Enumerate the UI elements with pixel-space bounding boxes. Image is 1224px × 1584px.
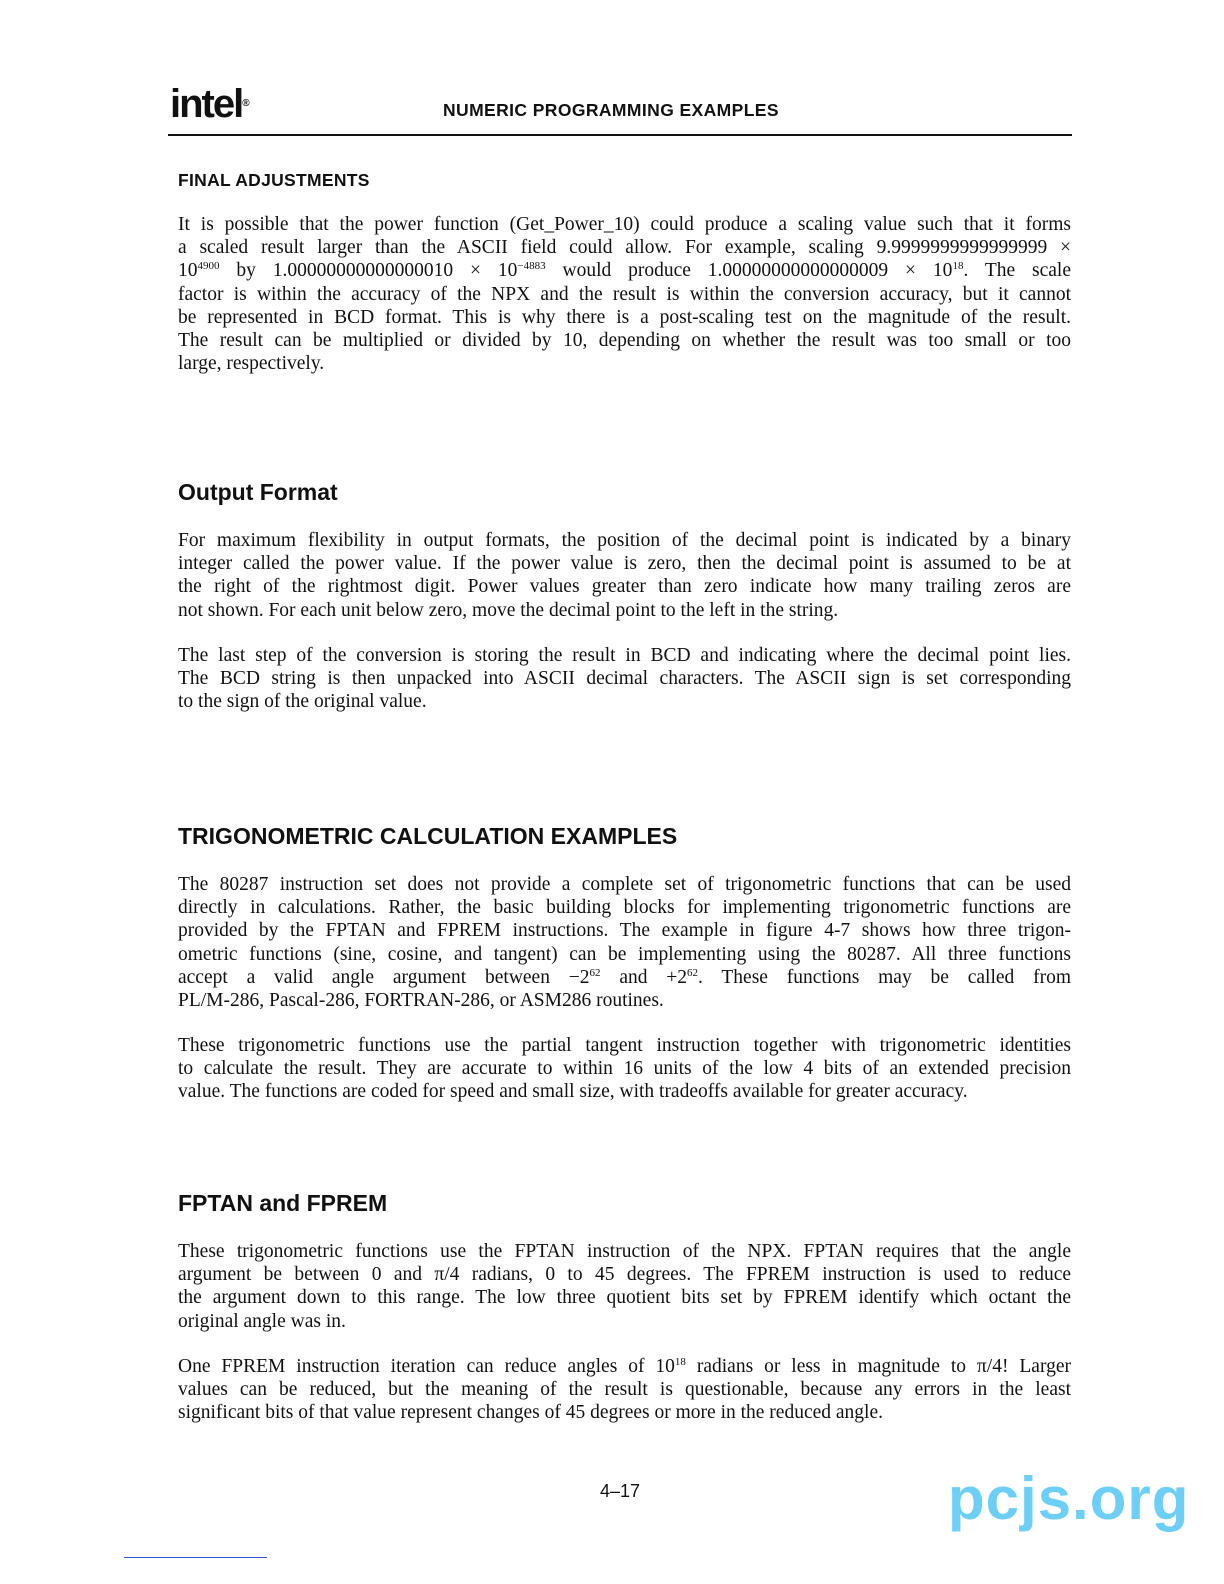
text-line: original angle was in. <box>178 1310 346 1332</box>
text-line: ometric functions (sine, cosine, and tangent) can be implementing using the 80287. All three functions <box>178 943 1071 965</box>
heading-trig-examples: TRIGONOMETRIC CALCULATION EXAMPLES <box>178 823 678 849</box>
pcjs-watermark: pcjs.org <box>948 1465 1190 1532</box>
text-line: values can be reduced, but the meaning of the result is questionable, because any errors in the least <box>178 1379 1071 1401</box>
text-line: argument be between 0 and π/4 radians, 0 to 45 degrees. The FPREM instruction is used to reduce <box>178 1264 1071 1286</box>
footer-rule <box>124 1557 267 1558</box>
text-line: to the sign of the original value. <box>178 691 427 713</box>
exponent: 18 <box>674 1356 686 1368</box>
paragraph-output-format-1 <box>178 529 1071 622</box>
heading-final-adjustments: FINAL ADJUSTMENTS <box>178 170 370 190</box>
text-line: large, respectively. <box>178 353 325 375</box>
heading-fptan-fprem: FPTAN and FPREM <box>178 1190 388 1216</box>
text-line: a scaled result larger than the ASCII field could allow. For example, scaling 9.9999999999999999 × <box>178 237 1071 259</box>
text-line: The last step of the conversion is storing the result in BCD and indicating where the decimal point lies. <box>178 645 1071 666</box>
text-line: factor is within the accuracy of the NPX and the result is within the conversion accuracy, but it cannot <box>178 283 1071 305</box>
page-number: 4–17 <box>600 1481 641 1501</box>
text-line: provided by the FPTAN and FPREM instructions. The example in figure 4-7 shows how three trigon- <box>178 920 1071 942</box>
text-line: PL/M-286, Pascal-286, FORTRAN-286, or ASM286 routines. <box>178 990 664 1012</box>
paragraph-fptan-2 <box>178 1355 1071 1425</box>
paragraph-fptan-1 <box>178 1240 1071 1333</box>
text-line: These trigonometric functions use the partial tangent instruction together with trigonometric identities <box>178 1035 1071 1056</box>
paragraph-trig-2 <box>178 1034 1071 1104</box>
intel-logo <box>170 84 250 124</box>
text-line: One FPREM instruction iteration can reduce angles of $10^{18}$ radians or less in magnitude to π/4! Larger <box>178 1356 1071 1377</box>
exponent: 62 <box>589 966 601 979</box>
text-line: significant bits of that value represent changes of 45 degrees or more in the reduced angle. <box>178 1402 883 1424</box>
text-line: directly in calculations. Rather, the basic building blocks for implementing trigonometric functions are <box>178 897 1071 919</box>
text-line: These trigonometric functions use the FPTAN instruction of the NPX. FPTAN requires that the angle <box>178 1241 1071 1262</box>
text-line: integer called the power value. If the power value is zero, then the decimal point is assumed to be at <box>178 553 1071 575</box>
text-line: not shown. For each unit below zero, move the decimal point to the left in the string. <box>178 599 839 621</box>
text-line: The result can be multiplied or divided by 10, depending on whether the result was too small or too <box>178 330 1071 352</box>
heading-output-format: Output Format <box>178 479 338 505</box>
text-line: the right of the rightmost digit. Power values greater than zero indicate how many trailing zeros are <box>178 576 1071 598</box>
text-line: It is possible that the power function (Get_Power_10) could produce a scaling value such that it forms <box>178 214 1071 235</box>
logo-text: intel <box>170 82 243 126</box>
exponent: 62 <box>687 966 699 979</box>
exponent: 18 <box>952 260 964 273</box>
paragraph-trig-1 <box>178 873 1071 1012</box>
text-line: be represented in BCD format. This is why there is a post-scaling test on the magnitude of the result. <box>178 306 1071 328</box>
running-head: NUMERIC PROGRAMMING EXAMPLES <box>443 100 779 120</box>
text-line: $10^{4900}$ by $1.00000000000000010 \times 10^{-4883}$ would produce $1.00000000000000009 \times 10^{18}$. The scale <box>178 260 1072 282</box>
text-line: to calculate the result. They are accurate to within 16 units of the low 4 bits of an extended precision <box>178 1058 1071 1080</box>
text-line: value. The functions are coded for speed and small size, with tradeoffs available for greater accuracy. <box>178 1081 968 1103</box>
text-line: The BCD string is then unpacked into ASCII decimal characters. The ASCII sign is set corresponding <box>178 668 1071 690</box>
text-line: The 80287 instruction set does not provide a complete set of trigonometric functions that can be used <box>178 874 1071 895</box>
exponent: 4900 <box>197 260 220 273</box>
text-line: the argument down to this range. The low three quotient bits set by FPREM identify which octant the <box>178 1287 1071 1309</box>
text-line: For maximum flexibility in output formats, the position of the decimal point is indicated by a binary <box>178 530 1071 551</box>
paragraph-final-adjustments <box>178 213 1071 375</box>
page-header <box>168 80 1072 136</box>
exponent: −4883 <box>517 260 546 273</box>
paragraph-output-format-2 <box>178 644 1071 714</box>
text-line: accept a valid angle argument between $-2^{62}$ and $+2^{62}$. These functions may be called from <box>178 966 1071 988</box>
registered-mark: ® <box>242 98 250 109</box>
